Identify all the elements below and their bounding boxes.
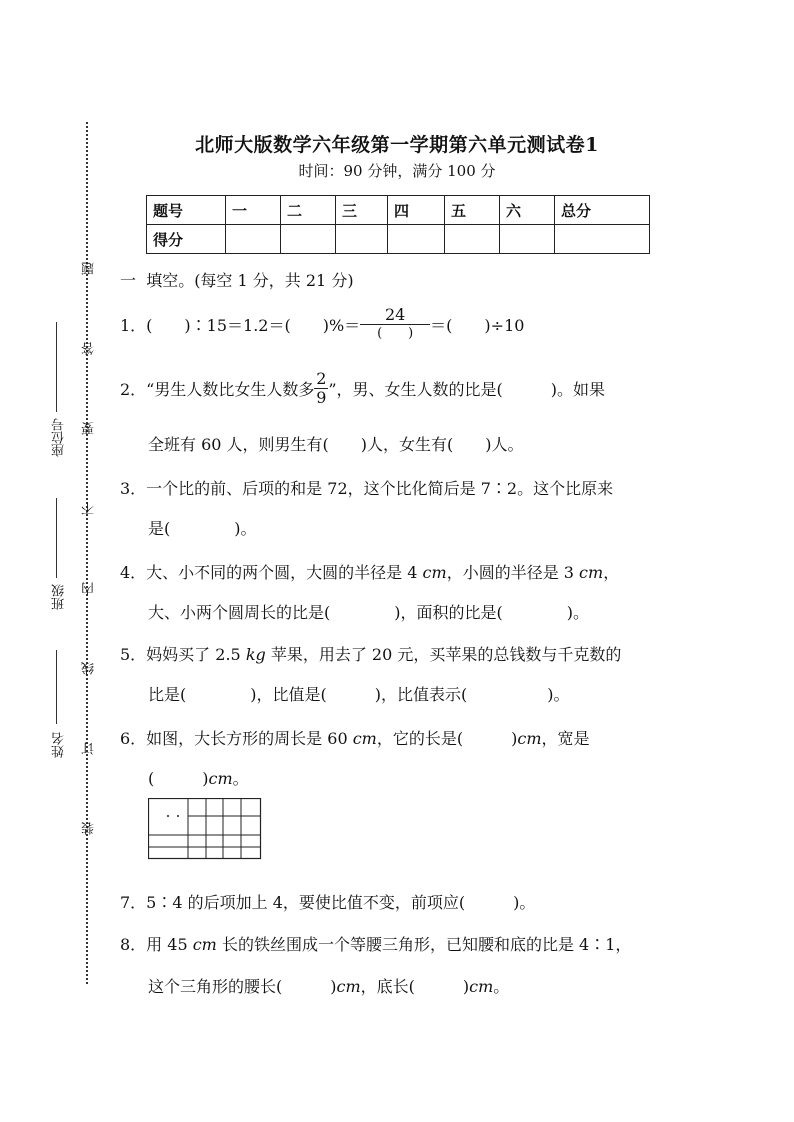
question-3-line-2: 是( )。 [148, 519, 257, 538]
question-6-line-2 [148, 766, 249, 789]
page-title: 北师大版数学六年级第一学期第六单元测试卷1 [195, 134, 599, 156]
q1-text-a: 1．( )∶15＝1.2＝( )%＝ [120, 316, 361, 335]
table-cell: 五 [445, 196, 500, 225]
q6-text-c: ，宽是 [541, 729, 590, 748]
table-cell: 六 [500, 196, 555, 225]
score-input-cell[interactable] [281, 225, 336, 254]
seal-char: 内 [82, 582, 97, 595]
question-3: 3．一个比的前、后项的和是 72，这个比化简后是 7∶2。这个比原来 [120, 479, 614, 498]
unit-cm: cm [352, 729, 377, 748]
score-input-cell[interactable] [445, 225, 500, 254]
seat-number-blank[interactable] [56, 322, 57, 412]
table-cell: 总分 [555, 196, 650, 225]
question-7: 7．5∶4 的后项加上 4，要使比值不变，前项应( )。 [120, 893, 536, 912]
question-2-line-2: 全班有 60 人，则男生有( )人，女生有( )人。 [148, 435, 524, 454]
score-input-cell[interactable] [388, 225, 445, 254]
question-4-line-2: 大、小两个圆周长的比是( )，面积的比是( )。 [148, 603, 589, 622]
score-input-cell[interactable] [336, 225, 388, 254]
q4-text-b: ，小圆的半径是 3 [446, 563, 580, 582]
q8-line2-a: 这个三角形的腰长( ) [148, 977, 337, 996]
question-4 [120, 560, 619, 583]
exam-time-info: 时间：90 分钟，满分 100 分 [298, 162, 496, 180]
unit-cm: cm [517, 729, 542, 748]
unit-cm: cm [192, 935, 217, 954]
question-2 [120, 370, 605, 407]
seal-char: 线 [82, 662, 97, 675]
q5-text-a: 5．妈妈买了 2.5 [120, 645, 246, 664]
q1-text-b: ＝( )÷10 [430, 316, 525, 335]
unit-kg: kg [245, 645, 266, 664]
seal-char: 不 [82, 502, 97, 515]
unit-cm: cm [208, 769, 233, 788]
class-label: 班级 [52, 584, 67, 610]
rectangle-grid-figure [148, 798, 262, 860]
q1-fraction-denominator: ( ) [377, 326, 414, 341]
seal-char: 要 [82, 422, 97, 435]
question-5 [120, 642, 621, 665]
table-cell: 四 [388, 196, 445, 225]
question-6 [120, 726, 590, 749]
seal-char: 装 [82, 822, 97, 835]
table-cell: 得分 [147, 225, 226, 254]
question-8 [120, 932, 631, 955]
seal-char: 订 [82, 742, 97, 755]
score-input-cell[interactable] [555, 225, 650, 254]
q4-text-a: 4．大、小不同的两个圆，大圆的半径是 4 [120, 563, 423, 582]
question-8-line-2 [148, 974, 509, 997]
score-table-score-row [147, 225, 650, 254]
unit-cm: cm [579, 563, 604, 582]
name-label: 姓名 [52, 732, 67, 758]
q8-text-a: 8．用 45 [120, 935, 193, 954]
name-blank[interactable] [56, 650, 57, 724]
score-table-header-row [147, 196, 650, 225]
q6-text-b: ，它的长是( ) [376, 729, 518, 748]
section-number: 一 [120, 271, 137, 290]
q2-text-a: 2．“男生人数比女生人数多 [120, 380, 315, 399]
table-cell: 三 [336, 196, 388, 225]
unit-cm: cm [336, 977, 361, 996]
score-input-cell[interactable] [226, 225, 281, 254]
q8-text-b: 长的铁丝围成一个等腰三角形，已知腰和底的比是 4∶1， [216, 935, 632, 954]
class-blank[interactable] [56, 498, 57, 578]
q2-fraction-numerator: 2 [316, 369, 327, 388]
seal-char: 答 [82, 342, 97, 355]
q6-line2-a: ( ) [148, 769, 209, 788]
q8-line2-c: 。 [493, 977, 510, 996]
question-1 [120, 306, 524, 343]
seat-number-label: 座位号 [52, 418, 67, 457]
table-cell: 一 [226, 196, 281, 225]
q2-text-b: ”，男、女生人数的比是( )。如果 [328, 380, 606, 399]
q2-fraction [314, 370, 328, 407]
q6-text-a: 6．如图，大长方形的周长是 60 [120, 729, 353, 748]
q1-fraction [360, 306, 430, 343]
q5-text-b: 苹果，用去了 20 元，买苹果的总钱数与千克数的 [265, 645, 622, 664]
table-cell: 题号 [147, 196, 226, 225]
seal-char: 题 [82, 262, 97, 275]
q8-line2-b: ，底长( ) [360, 977, 470, 996]
unit-cm: cm [469, 977, 494, 996]
score-table [146, 195, 650, 254]
q2-fraction-denominator: 9 [316, 388, 327, 407]
section-heading [120, 268, 354, 291]
q6-line2-b: 。 [232, 769, 249, 788]
question-5-line-2: 比是( )，比值是( )，比值表示( )。 [148, 685, 570, 704]
unit-cm: cm [422, 563, 447, 582]
table-cell: 二 [281, 196, 336, 225]
score-input-cell[interactable] [500, 225, 555, 254]
q4-text-c: ， [603, 563, 620, 582]
binding-dotted-line [86, 122, 88, 984]
section-title: 填空。(每空 1 分，共 21 分) [146, 271, 354, 290]
q1-fraction-numerator: 24 [360, 306, 430, 325]
